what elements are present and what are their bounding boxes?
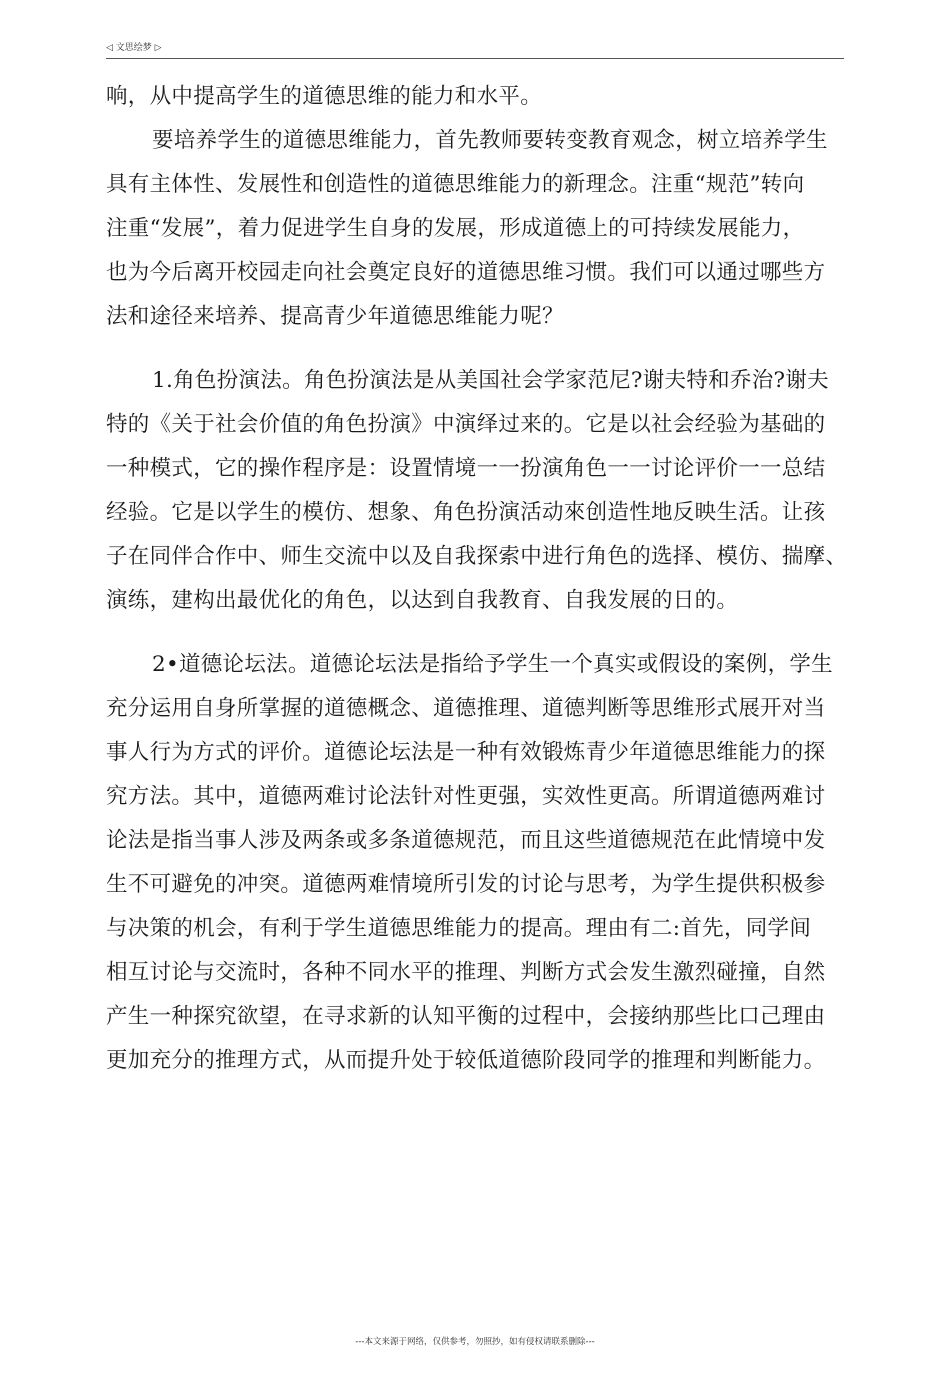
text-line: 究方法。其中，道德两难讨论法针对性更强，实效性更高。所谓道德两难讨 — [106, 784, 826, 809]
text-line: 也为今后离开校园走向社会奠定良好的道德思维习惯。我们可以通过哪些方 — [106, 260, 826, 285]
text-line: 一种模式，它的操作程序是：设置情境一一扮演角色一一讨论评价一一总结 — [106, 456, 826, 481]
text-line: 论法是指当事人涉及两条或多条道德规范，而且这些道德规范在此情境中发 — [106, 828, 826, 853]
text-line: 与决策的机会，有利于学生道德思维能力的提高。理由有二:首先，同学间 — [106, 916, 812, 941]
text-line: 要培养学生的道德思维能力，首先教师要转变教育观念，树立培养学生 — [152, 128, 828, 153]
text-line: 演练，建构出最优化的角色，以达到自我教育、自我发展的日的。 — [106, 588, 739, 613]
text-line: 充分运用自身所掌握的道德概念、道德推理、道德判断等思维形式展开对当 — [106, 696, 826, 721]
text-line: 子在同伴合作中、师生交流中以及自我探索中进行角色的选择、模仿、揣摩、 — [106, 544, 848, 569]
text-line: 2•道德论坛法。道德论坛法是指给予学生一个真实或假设的案例，学生 — [152, 652, 833, 677]
text-line: 相互讨论与交流时，各种不同水平的推理、判断方式会发生激烈碰撞，自然 — [106, 960, 826, 985]
text-line: 更加充分的推理方式，从而提升处于较低道德阶段同学的推理和判断能力。 — [106, 1048, 826, 1073]
document-body — [106, 75, 858, 1083]
paragraph-gap — [106, 623, 858, 643]
text-line: 响，从中提高学生的道德思维的能力和水平。 — [106, 84, 543, 109]
paragraph-role-play — [106, 359, 858, 623]
text-line: 生不可避免的冲突。道德两难情境所引发的讨论与思考，为学生提供积极参 — [106, 872, 826, 897]
header-logo-text: ◁ 文思绘梦 ▷ — [106, 43, 162, 53]
page-header — [106, 38, 844, 59]
text-line: 法和途径来培养、提高青少年道德思维能力呢？ — [106, 304, 564, 329]
text-line: 经验。它是以学生的模仿、想象、角色扮演活动來创造性地反映生活。让孩 — [106, 500, 826, 525]
paragraph-intro — [106, 119, 858, 339]
paragraph-moral-forum — [106, 643, 858, 1083]
text-line: 具有主体性、发展性和创造性的道德思维能力的新理念。注重“规范”转向 — [106, 172, 805, 197]
text-line: 特的《关于社会价值的角色扮演》中演绎过来的。它是以社会经验为基础的 — [106, 412, 826, 437]
text-line: 产生一种探究欲望，在寻求新的认知平衡的过程中，会接纳那些比口己理由 — [106, 1004, 826, 1029]
paragraph-gap — [106, 339, 858, 359]
text-line: 注重“发展”，着力促进学生自身的发展，形成道德上的可持续发展能力， — [106, 216, 805, 241]
paragraph-continuation — [106, 75, 858, 119]
text-line: 1.角色扮演法。角色扮演法是从美国社会学家范尼?谢夫特和乔治?谢夫 — [152, 368, 829, 393]
page-footer: ---本文来源于网络，仅供参考，勿照抄，如有侵权请联系删除--- — [355, 1337, 595, 1347]
text-line: 事人行为方式的评价。道德论坛法是一种有效锻炼青少年道德思维能力的探 — [106, 740, 826, 765]
